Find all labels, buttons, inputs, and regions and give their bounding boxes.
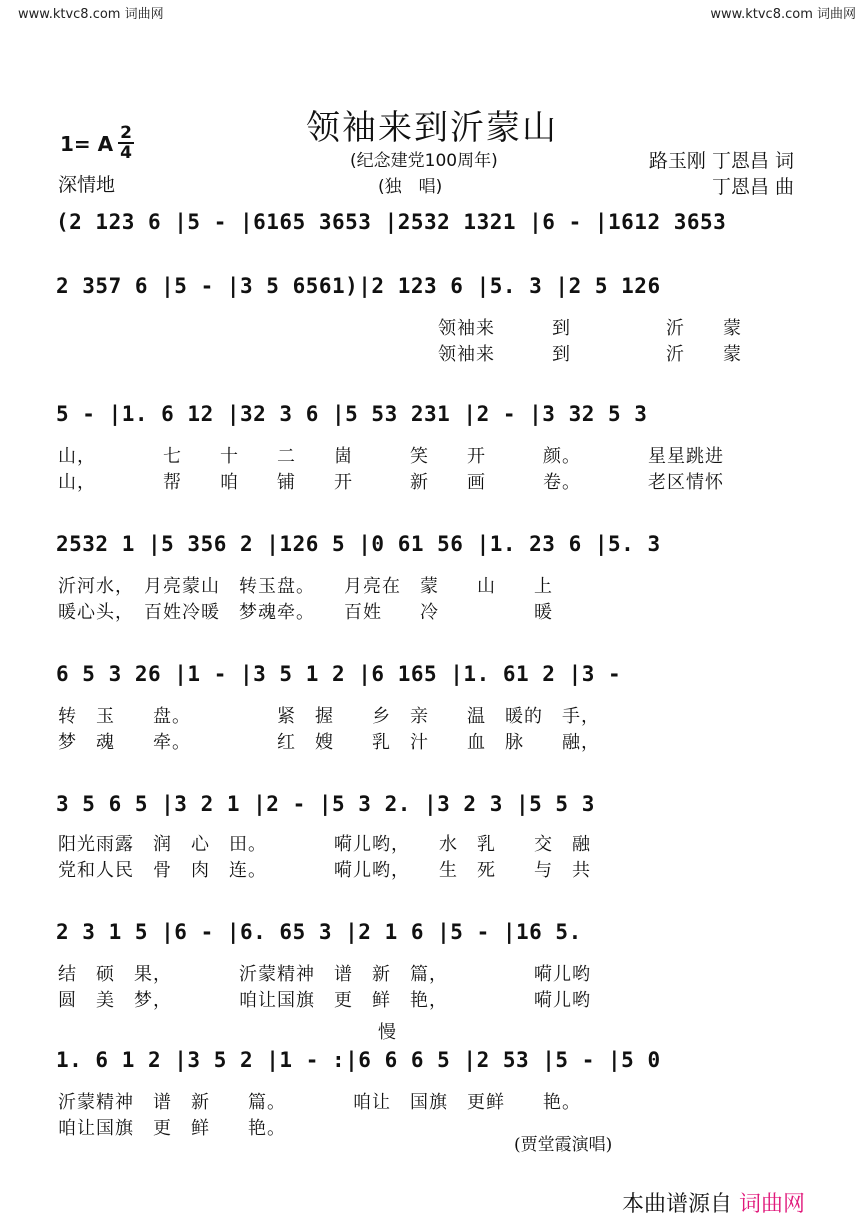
key-signature: 1= A xyxy=(60,132,114,156)
staff-notes: 5 - |1. 6 12 |32 3 6 |5 53 231 |2 - |3 32 5 3 xyxy=(56,402,648,426)
staff-notes: 3 5 6 5 |3 2 1 |2 - |5 3 2. |3 2 3 |5 5 3 xyxy=(56,792,595,816)
staff-notes: 6 5 3 26 |1 - |3 5 1 2 |6 165 |1. 61 2 |3 - xyxy=(56,662,622,686)
source-label: 本曲谱源自 xyxy=(622,1192,733,1217)
staff-line xyxy=(56,524,812,564)
lyric-line: 阳光雨露 润 心 田。 嗬儿哟， 水 乳 交 融 xyxy=(58,834,591,855)
lyricist-credit: 路玉刚 丁恩昌 词 xyxy=(648,150,794,172)
staff-notes: 2 3 1 5 |6 - |6. 65 3 |2 1 6 |5 - |16 5. xyxy=(56,920,582,944)
staff-notes: 2 357 6 |5 - |3 5 6561)|2 123 6 |5. 3 |2 5 126 xyxy=(56,274,661,298)
lyric-line: 转 玉 盘。 紧 握 乡 亲 温 暖的 手， xyxy=(58,706,600,727)
lyric-line: 圆 美 梦， 咱让国旗 更 鲜 艳， 嗬儿哟 xyxy=(58,990,591,1011)
lyric-line: 领袖来 到 沂 蒙 xyxy=(58,344,742,365)
time-signature xyxy=(118,124,134,162)
staff-notes: 2532 1 |5 356 2 |126 5 |0 61 56 |1. 23 6 |5. 3 xyxy=(56,532,661,556)
lyric-line: 山， 帮 咱 铺 开 新 画 卷。 老区情怀 xyxy=(58,472,724,493)
watermark-right: www.ktvc8.com 词曲网 xyxy=(710,7,856,22)
lyric-line: 沂河水， 月亮蒙山 转玉盘。 月亮在 蒙 山 上 xyxy=(58,576,553,597)
watermark-left: www.ktvc8.com 词曲网 xyxy=(18,7,164,22)
staff-notes: (2 123 6 |5 - |6165 3653 |2532 1321 |6 - |1612 3653 xyxy=(56,210,727,234)
lyric-line: 领袖来 到 沂 蒙 xyxy=(58,318,742,339)
expression-mark: 深情地 xyxy=(58,174,116,196)
composer-credit: 丁恩昌 曲 xyxy=(711,176,794,198)
staff-line xyxy=(56,394,812,434)
staff-line xyxy=(56,202,812,242)
lyric-line: 结 硕 果， 沂蒙精神 谱 新 篇， 嗬儿哟 xyxy=(58,964,591,985)
source-brand: 词曲网 xyxy=(739,1192,806,1217)
time-signature-top: 2 xyxy=(120,123,132,143)
song-title: 领袖来到沂蒙山 xyxy=(306,108,558,148)
subtitle: (纪念建党100周年) xyxy=(350,151,498,171)
lyric-line: 党和人民 骨 肉 连。 嗬儿哟， 生 死 与 共 xyxy=(58,860,591,881)
staff-line xyxy=(56,654,812,694)
performance-type: (独 唱) xyxy=(378,177,443,197)
lyric-line: 沂蒙精神 谱 新 篇。 咱让 国旗 更鲜 艳。 xyxy=(58,1092,581,1113)
source-credit xyxy=(622,1187,805,1218)
staff-line xyxy=(56,1040,812,1080)
lyric-line: 梦 魂 牵。 红 嫂 乳 汁 血 脉 融， xyxy=(58,732,600,753)
staff-line xyxy=(56,266,812,306)
staff-line xyxy=(56,912,812,952)
staff-notes: 1. 6 1 2 |3 5 2 |1 - :|6 6 6 5 |2 53 |5 - |5 0 xyxy=(56,1048,661,1072)
tempo-mark: 慢 xyxy=(378,1022,396,1043)
singer-credit: (贾堂霞演唱) xyxy=(514,1135,613,1155)
time-signature-bottom: 4 xyxy=(118,142,134,162)
lyric-line: 暖心头， 百姓冷暖 梦魂牵。 百姓 冷 暖 xyxy=(58,602,553,623)
lyric-line: 咱让国旗 更 鲜 艳。 xyxy=(58,1118,286,1139)
lyric-line: 山， 七 十 二 崮 笑 开 颜。 星星跳进 xyxy=(58,446,724,467)
staff-line xyxy=(56,784,812,824)
